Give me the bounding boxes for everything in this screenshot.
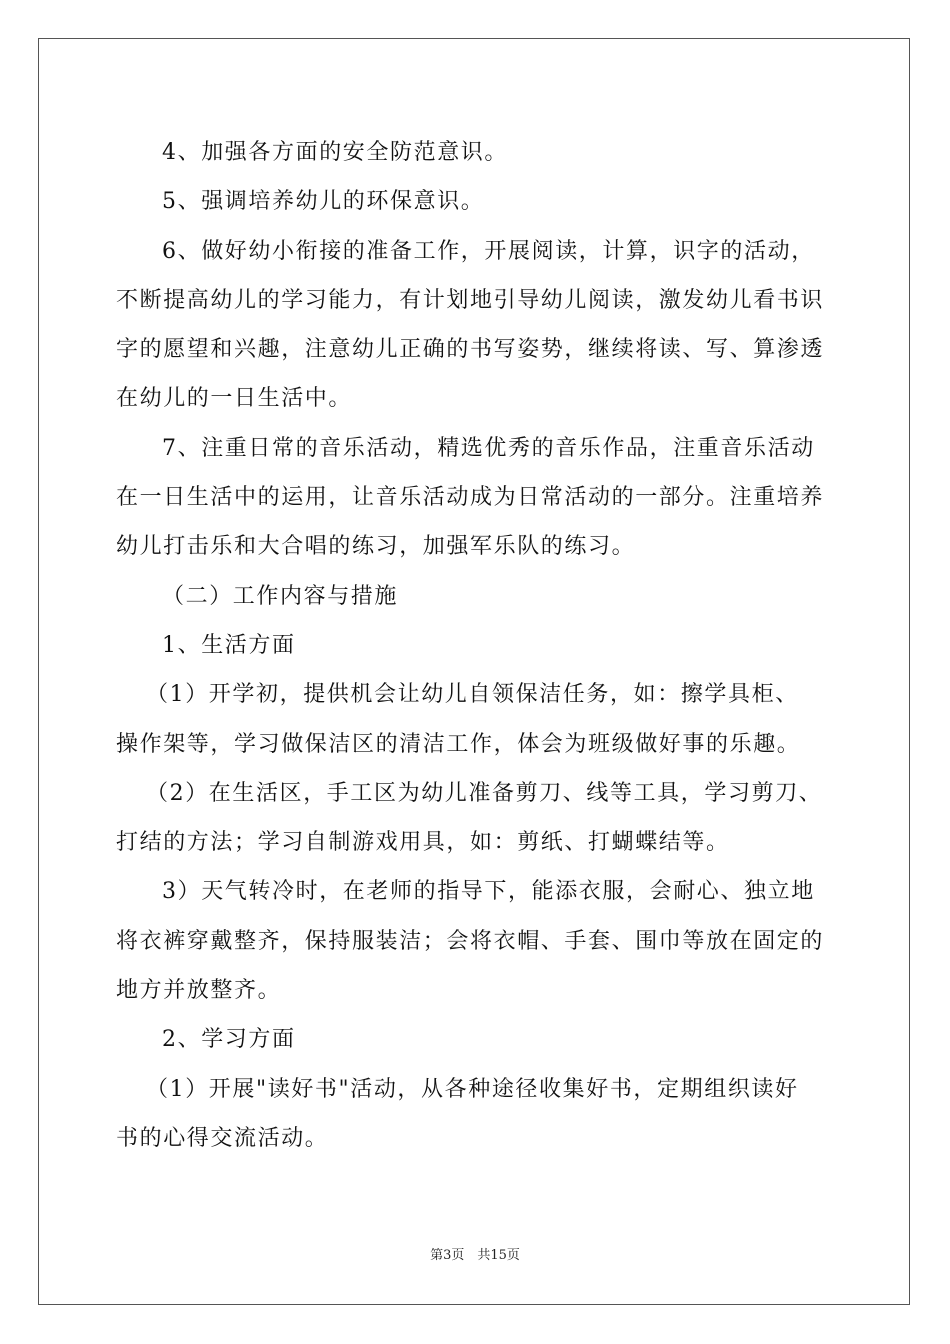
subsection-heading: 2、学习方面 [162, 1027, 296, 1053]
paragraph-line: 字的愿望和兴趣，注意幼儿正确的书写姿势，继续将读、写、算渗透 [116, 337, 825, 363]
paragraph-line: 地方并放整齐。 [116, 978, 282, 1004]
subsection-heading: 1、生活方面 [162, 632, 296, 658]
paragraph-line: （2）在生活区，手工区为幼儿准备剪刀、线等工具，学习剪刀、 [146, 780, 823, 806]
paragraph-line: 4、加强各方面的安全防范意识。 [162, 140, 508, 165]
paragraph-line: 操作架等，学习做保洁区的清洁工作，体会为班级做好事的乐趣。 [116, 731, 801, 757]
paragraph-line: 6、做好幼小衔接的准备工作，开展阅读，计算，识字的活动， [162, 238, 815, 264]
paragraph-line: 幼儿打击乐和大合唱的练习，加强军乐队的练习。 [116, 534, 636, 560]
paragraph-line: 在一日生活中的运用，让音乐活动成为日常活动的一部分。注重培养 [116, 485, 825, 511]
paragraph-line: 将衣裤穿戴整齐，保持服装洁；会将衣帽、手套、围巾等放在固定的 [116, 928, 825, 954]
paragraph-line: （1）开学初，提供机会让幼儿自领保洁任务，如：擦学具柜、 [146, 682, 799, 708]
paragraph-line: 7、注重日常的音乐活动，精选优秀的音乐作品，注重音乐活动 [162, 435, 815, 461]
page-footer: 第3页 共15页 [430, 1248, 520, 1263]
paragraph-line: 在幼儿的一日生活中。 [116, 386, 353, 412]
paragraph-line: 书的心得交流活动。 [116, 1125, 329, 1151]
paragraph-line: 打结的方法；学习自制游戏用具，如：剪纸、打蝴蝶结等。 [116, 830, 730, 856]
paragraph-line: 不断提高幼儿的学习能力，有计划地引导幼儿阅读，激发幼儿看书识 [116, 287, 825, 313]
document-body [116, 128, 832, 1163]
paragraph-line: 5、强调培养幼儿的环保意识。 [162, 189, 485, 215]
paragraph-line: （1）开展"读好书"活动，从各种途径收集好书，定期组织读好 [146, 1076, 799, 1102]
paragraph-line: 3）天气转冷时，在老师的指导下，能添衣服，会耐心、独立地 [162, 879, 815, 905]
section-heading: （二）工作内容与措施 [162, 583, 399, 609]
